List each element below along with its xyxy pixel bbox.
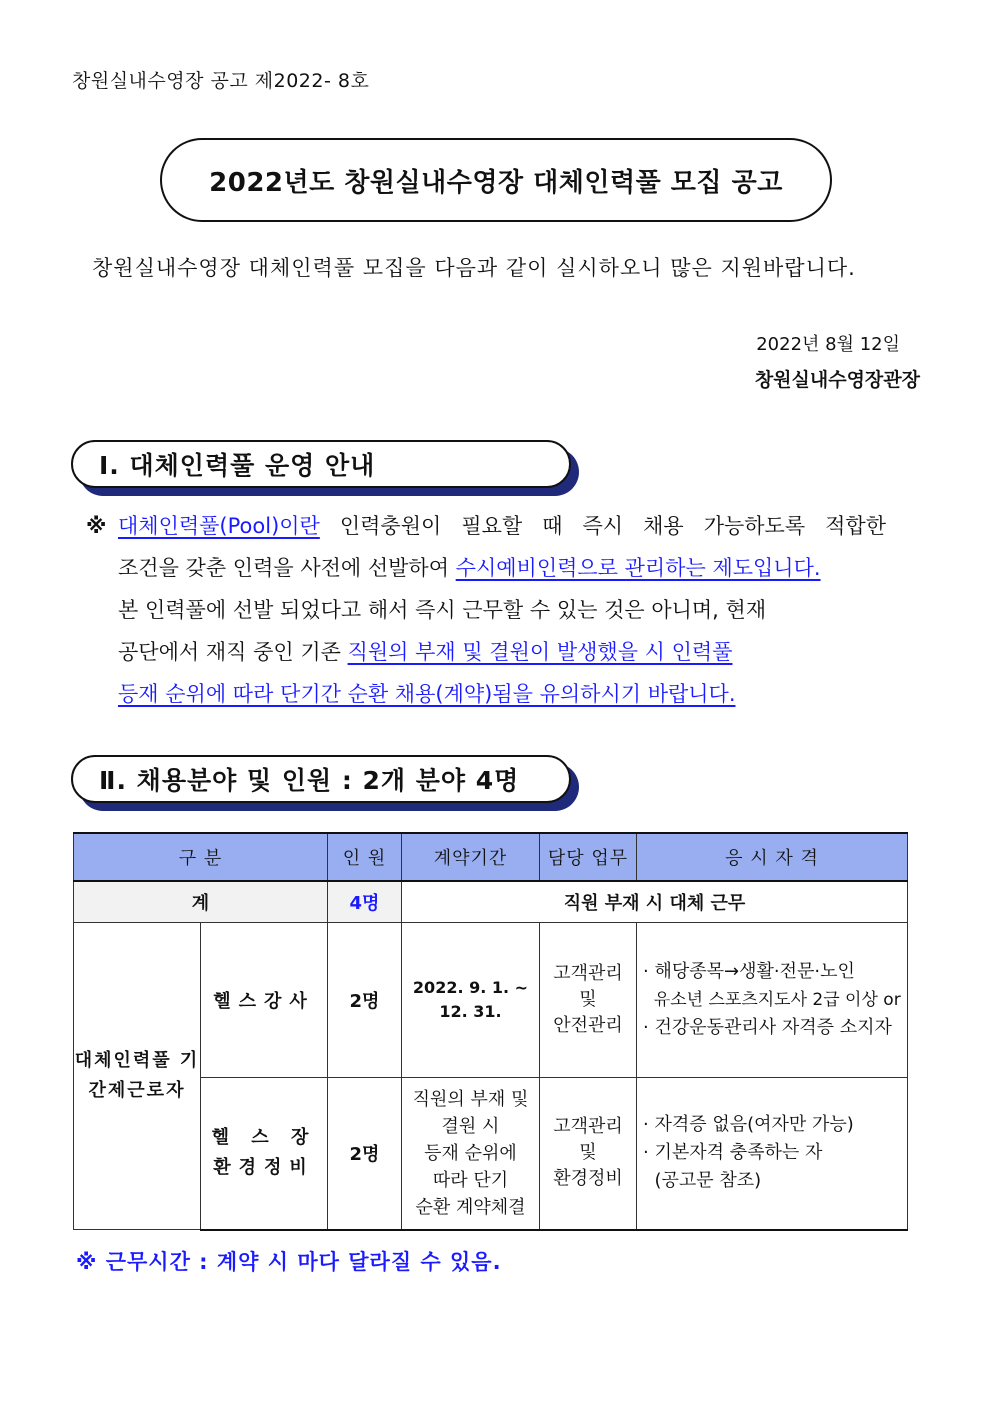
count-cell: 2명	[328, 923, 402, 1078]
para-line-4-text: 공단에서 재직 중인 기존	[118, 640, 348, 664]
header-count: 인 원	[328, 833, 402, 881]
field-line: 헬 스 장	[211, 1127, 317, 1149]
section1-heading-text: Ⅰ. 대체인력풀 운영 안내	[99, 451, 376, 480]
para-emphasis-2: 등재 순위에 따라 단기간 순환 채용(계약)됨을 유의하시기 바랍니다.	[118, 682, 736, 706]
para-emphasis-1: 직원의 부재 및 결원이 발생했을 시 인력풀	[347, 640, 733, 664]
header-period: 계약기간	[402, 833, 540, 881]
table-header-row	[74, 833, 908, 881]
section2-heading	[71, 755, 571, 803]
header-category: 구 분	[74, 833, 328, 881]
total-label: 계	[74, 881, 328, 923]
issuer: 창원실내수영장관장	[754, 369, 920, 391]
period-cell	[402, 923, 540, 1078]
period-line: 직원의 부재 및	[412, 1088, 529, 1110]
header-duty: 담당 업무	[540, 833, 637, 881]
notice-number: 창원실내수영장 공고 제2022- 8호	[72, 70, 370, 92]
reference-mark: ※	[86, 514, 107, 538]
qual-line: · 해당종목→생활·전문·노인	[643, 961, 855, 982]
duty-cell	[540, 923, 637, 1078]
para-line-1	[86, 505, 886, 547]
period-line: 12. 31.	[439, 1002, 502, 1021]
pool-definition: 수시예비인력으로 관리하는 제도입니다.	[455, 556, 821, 580]
duty-line: 환경정비	[553, 1168, 623, 1190]
duty-line: 안전관리	[553, 1015, 623, 1036]
qual-line: · 건강운동관리사 자격증 소지자	[643, 1017, 892, 1038]
qualification-cell	[637, 1078, 908, 1230]
para-line-4	[86, 631, 886, 673]
total-note: 직원 부재 시 대체 근무	[402, 881, 908, 923]
period-line: 등재 순위에	[424, 1142, 517, 1164]
period-line: 결원 시	[441, 1115, 500, 1137]
field-cell	[201, 1078, 328, 1230]
para-line-3: 본 인력풀에 선발 되었다고 해서 즉시 근무할 수 있는 것은 아니며, 현재	[118, 598, 767, 622]
qual-line: (공고문 참조)	[643, 1170, 762, 1192]
header-qualification: 응 시 자 격	[637, 833, 908, 881]
period-cell	[402, 1078, 540, 1230]
qual-line: · 자격증 없음(여자만 가능)	[643, 1114, 854, 1136]
para-line-2	[86, 547, 886, 589]
field-cell: 헬스강사	[201, 923, 328, 1078]
pool-term: 대체인력풀(Pool)이란	[118, 514, 320, 538]
table-row	[74, 923, 908, 1078]
section1-heading	[71, 440, 571, 488]
page-title: 2022년도 창원실내수영장 대체인력풀 모집 공고	[209, 167, 783, 198]
para-line-5	[86, 673, 886, 715]
qual-line: 유소년 스포츠지도사 2급 이상 or	[643, 990, 901, 1010]
section2-heading-text: Ⅱ. 채용분야 및 인원 : 2개 분야 4명	[99, 766, 520, 795]
para-line-1-rest: 인력충원이 필요할 때 즉시 채용 가능하도록 적합한	[319, 514, 886, 538]
duty-line: 및	[579, 1142, 597, 1164]
qual-line: · 기본자격 충족하는 자	[643, 1142, 823, 1164]
notice-date: 2022년 8월 12일	[756, 334, 900, 355]
duty-line: 고객관리	[553, 963, 623, 984]
count-cell: 2명	[328, 1078, 402, 1230]
para-line-2-text: 조건을 갖춘 인력을 사전에 선발하여	[118, 556, 456, 580]
title-box	[160, 138, 832, 222]
qualification-cell	[637, 923, 908, 1078]
recruitment-table	[73, 832, 908, 1231]
period-line: 2022. 9. 1. ~	[412, 978, 529, 997]
intro-text: 창원실내수영장 대체인력풀 모집을 다음과 같이 실시하오니 많은 지원바랍니다.	[92, 256, 856, 280]
field-line: 환경정비	[213, 1157, 315, 1179]
section1-paragraph	[86, 505, 886, 715]
table-total-row	[74, 881, 908, 923]
period-line: 순환 계약체결	[415, 1196, 526, 1218]
footnote: ※ 근무시간 : 계약 시 마다 달라질 수 있음.	[76, 1250, 502, 1274]
period-line: 따라 단기	[432, 1169, 509, 1191]
total-count: 4명	[328, 881, 402, 923]
duty-line: 및	[579, 989, 597, 1010]
duty-line: 고객관리	[553, 1116, 623, 1138]
group-cell: 대체인력풀 기간제근로자	[74, 923, 201, 1230]
duty-cell	[540, 1078, 637, 1230]
